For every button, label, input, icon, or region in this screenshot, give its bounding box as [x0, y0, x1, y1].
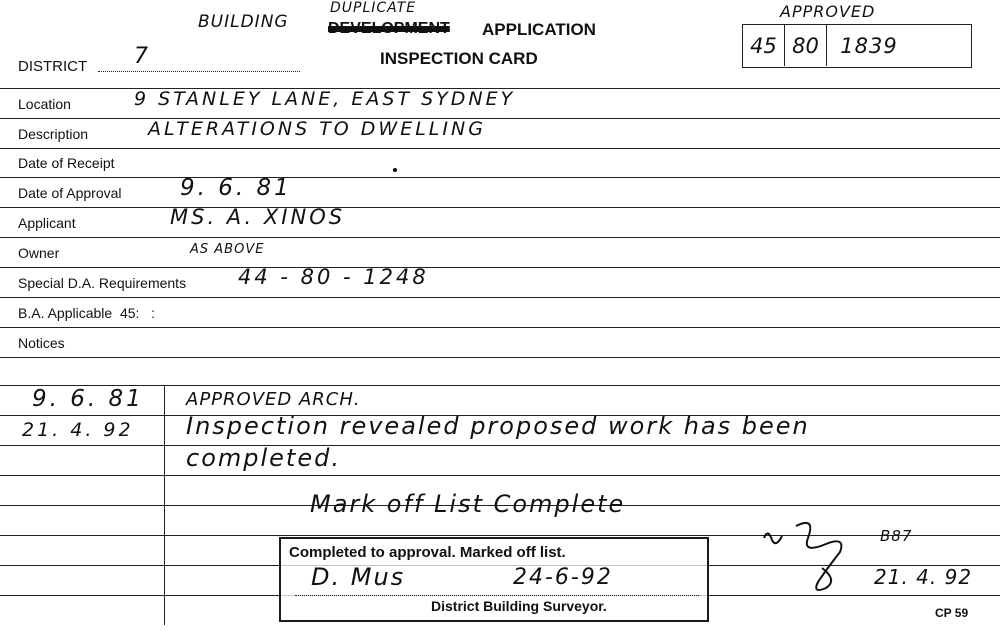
field-label-special-da-requirements: Special D.A. Requirements — [18, 275, 187, 291]
field-label-location: Location — [18, 96, 71, 112]
struck-development-word: DEVELOPMENT — [328, 20, 450, 37]
side-date: 21. 4. 92 — [874, 565, 973, 589]
field-value-special-da-requirements: 44 - 80 - 1248 — [238, 265, 429, 289]
mark-off-note: Mark off List Complete — [310, 490, 626, 518]
rule — [0, 475, 1000, 476]
approval-number-part: 1839 — [840, 33, 898, 58]
field-label-notices: Notices — [18, 335, 65, 351]
field-label-ba-applicable: B.A. Applicable 45: : — [18, 305, 155, 321]
approval-number-part: 80 — [792, 33, 819, 58]
field-value-description: ALTERATIONS TO DWELLING — [148, 118, 486, 140]
field-label-description: Description — [18, 126, 89, 142]
field-value-location: 9 STANLEY LANE, EAST SYDNEY — [134, 88, 516, 110]
completion-stamp — [279, 537, 709, 622]
log-column-divider — [164, 385, 165, 625]
application-title: APPLICATION — [482, 20, 596, 39]
field-value-applicant: MS. A. XINOS — [170, 205, 346, 229]
rule — [0, 327, 1000, 328]
stamp-date: 24-6-92 — [513, 565, 613, 590]
approval-cell-1 — [743, 25, 785, 66]
stamp-line-1: Completed to approval. Marked off list. — [289, 544, 566, 561]
stamp-line-3: District Building Surveyor. — [431, 598, 607, 614]
signature-icon — [756, 508, 866, 598]
rule — [0, 207, 1000, 208]
rule — [0, 177, 1000, 178]
field-label-date-of-approval: Date of Approval — [18, 185, 122, 201]
approval-number-box — [742, 24, 972, 68]
ink-dot — [393, 168, 397, 172]
field-label-applicant: Applicant — [18, 215, 76, 231]
field-label-date-of-receipt: Date of Receipt — [18, 155, 115, 171]
rule — [0, 267, 1000, 268]
field-label-owner: Owner — [18, 245, 60, 261]
inspection-card-title: INSPECTION CARD — [380, 49, 538, 68]
field-value-date-of-approval: 9. 6. 81 — [180, 175, 292, 201]
log-entry-2: Inspection revealed proposed work has been — [186, 412, 810, 440]
approval-cell-2 — [785, 25, 827, 66]
form-code: CP 59 — [935, 606, 969, 620]
initials: B87 — [880, 527, 913, 545]
log-date-2: 21. 4. 92 — [22, 419, 134, 441]
rule — [0, 357, 1000, 358]
approved-stamp-word: APPROVED — [780, 2, 876, 21]
log-entry-2-continued: completed. — [186, 444, 341, 472]
field-value-owner: AS ABOVE — [190, 242, 265, 257]
rule — [0, 237, 1000, 238]
district-value: 7 — [134, 44, 151, 69]
rule — [0, 445, 1000, 446]
rule — [0, 385, 1000, 386]
approval-number-part: 45 — [750, 33, 777, 58]
stamp-signature: D. Mus — [311, 563, 406, 591]
approval-cell-3 — [827, 25, 911, 66]
log-entry-1: APPROVED ARCH. — [186, 389, 361, 410]
stamp-signature-line — [295, 595, 699, 596]
district-dotted-line — [98, 71, 300, 72]
log-date-1: 9. 6. 81 — [32, 386, 144, 412]
duplicate-word: DUPLICATE — [330, 0, 417, 16]
district-label: DISTRICT — [18, 58, 88, 75]
building-word: BUILDING — [198, 12, 289, 32]
rule — [0, 297, 1000, 298]
rule — [0, 148, 1000, 149]
